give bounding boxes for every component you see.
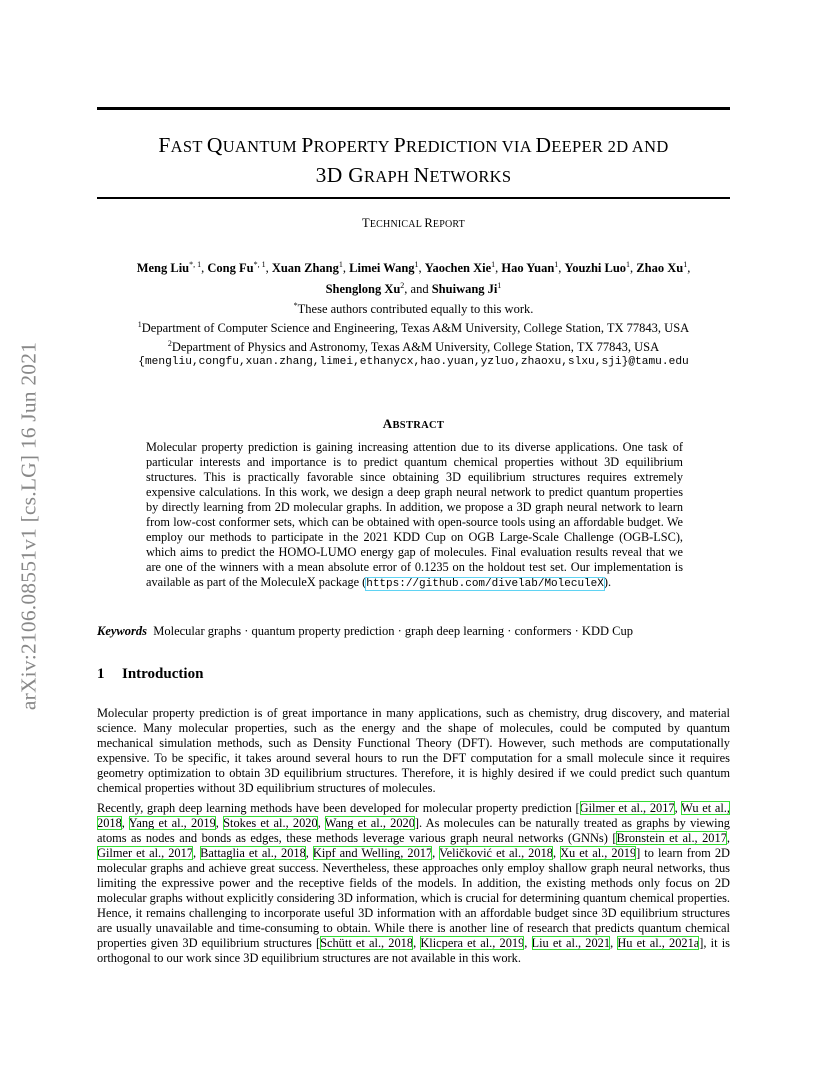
author-name: Youzhi Luo: [564, 261, 627, 276]
keywords: [97, 624, 730, 639]
citation-link[interactable]: Hu et al., 2021a: [617, 936, 700, 950]
citation-link[interactable]: Yang et al., 2019: [128, 816, 216, 830]
title-line-2: 3D GRAPH NETWORKS: [315, 163, 512, 187]
citation-link[interactable]: Klicpera et al., 2019: [420, 936, 525, 950]
citation-link[interactable]: Battaglia et al., 2018: [200, 846, 306, 860]
section-number: 1: [97, 666, 105, 682]
author-name: Xuan Zhang: [271, 261, 339, 276]
citation-link[interactable]: Veličković et al., 2018: [439, 846, 553, 860]
paper-title: [97, 131, 730, 191]
author-emails: {mengliu,congfu,xuan.zhang,limei,ethanycx,hao.yuan,yzluo,zhaoxu,slxu,sji}@tamu.edu: [138, 356, 689, 369]
citation-link[interactable]: Liu et al., 2021: [531, 936, 611, 950]
abstract-heading: ABSTRACT: [382, 416, 445, 431]
author-line-2: Shenglong Xu$^2$, and Shuiwang Ji$^1$: [325, 281, 502, 297]
citation-link[interactable]: Xu et al., 2019: [560, 846, 637, 860]
citation-link[interactable]: Wu et al., 2018: [97, 801, 730, 830]
author-name: Shenglong Xu: [325, 282, 401, 297]
title-rule-top: [97, 107, 730, 110]
author-list: [100, 256, 727, 298]
author-name: Yaochen Xie: [424, 261, 492, 276]
arxiv-stamp: arXiv:2106.08551v1 [cs.LG] 16 Jun 2021: [16, 341, 41, 711]
affiliations: [97, 298, 730, 370]
report-type: TECHNICAL REPORT: [362, 216, 465, 230]
paragraph: Molecular property prediction is of great importance in many applications, such as chemistry, drug discovery, and material science. Many molecular properties, such as the energy and the shape of molecules, could be computed by quantum mechanical simulation methods, such as Density Functional Theory (DFT). However, such methods are computationally expensive. To be specific, it takes around several hours to run the DFT computation for a small molecule since it requires geometry optimization to obtain 3D equilibrium structures. Therefore, it is highly desired if we could predict such quantum chemical properties without 3D equilibrium structures of molecules.: [97, 706, 730, 795]
author-line-1: Meng Liu$^{*, 1}$, Cong $Fu^{*, 1}$, Xuan Zhang$^1$, Limei Wang$^1$, Yaochen Xie$^1$, Hao Yuan$^1$, Youzhi Luo$^1$, Zhao Xu$^1$,: [136, 260, 691, 276]
author-name: Hao Yuan: [501, 261, 555, 276]
section-title: Introduction: [122, 666, 204, 682]
citation-link[interactable]: Gilmer et al., 2017: [97, 846, 194, 860]
section-heading: [97, 666, 203, 683]
title-rule-bottom: [97, 197, 730, 199]
title-line-1: FAST QUANTUM PROPERTY PREDICTION VIA DEEPER 2D AND: [158, 133, 669, 157]
author-name: Zhao Xu: [636, 261, 684, 276]
author-name: Cong Fu: [207, 261, 254, 276]
keywords-label: Keywords: [97, 624, 147, 638]
author-name: Limei Wang: [349, 261, 415, 276]
citation-link[interactable]: Kipf and Welling, 2017: [312, 846, 433, 860]
citation-link[interactable]: Bronstein et al., 2017: [616, 831, 727, 845]
citation-link[interactable]: Gilmer et al., 2017: [579, 801, 675, 815]
affiliation-1: $^1$Department of Computer Science and Engineering, Texas A&M University, College Station, TX 77843, USA: [137, 320, 690, 336]
equal-contribution-note: *These authors contributed equally to this work.: [293, 301, 534, 317]
citation-link[interactable]: Stokes et al., 2020: [223, 816, 318, 830]
affiliation-2: $^2$Department of Physics and Astronomy, Texas A&M University, College Station, TX 77843, USA: [167, 339, 660, 355]
author-name: Shuiwang Ji: [431, 282, 498, 297]
repository-link[interactable]: https://github.com/divelab/MoleculeX: [366, 578, 604, 590]
paragraph: Recently, graph deep learning methods have been developed for molecular property prediction [Gilmer et al., 2017, Wu et al., 2018, Yang et al., 2019, Stokes et al., 2020, Wang et al., 2020]. As molecules can be naturally treated as graphs by viewing atoms as nodes and bonds as edges, these methods leverage various graph neural networks (GNNs) [Bronstein et al., 2017, Gilmer et al., 2017, Battaglia et al., 2018, Kipf and Welling, 2017, Veličković et al., 2018, Xu et al., 2019] to learn from 2D molecular graphs and achieve great success. Nevertheless, these approaches only employ shallow graph neural networks, thus limiting the expressive power and the receptive fields of the models. In addition, the existing methods only focus on 2D molecular graphs without explicitly considering 3D information, which is crucial for determining quantum chemical properties. Hence, it remains challenging to incorporate useful 3D information with an affordable budget since 3D equilibrium structures are usually unavailable and time-consuming to obtain. While there is another line of research that predicts quantum chemical properties given 3D equilibrium structures [Schütt et al., 2018, Klicpera et al., 2019, Liu et al., 2021, Hu et al., 2021a], it is orthogonal to our work since 3D equilibrium structures are not available in this work.: [97, 801, 731, 965]
author-name: Meng Liu: [136, 261, 190, 276]
keywords-list: Molecular graphs · quantum property prediction · graph deep learning · conformers · KDD Cup: [153, 624, 633, 638]
citation-link[interactable]: Schütt et al., 2018: [320, 936, 414, 950]
citation-link[interactable]: Wang et al., 2020: [324, 816, 415, 830]
abstract-body: Molecular property prediction is gaining increasing attention due to its diverse applications. One task of particular interests and importance is to predict quantum chemical properties without 3D equilibrium structures. This is practically favorable since obtaining 3D equilibrium structures requires extremely expensive calculations. In this work, we design a deep graph neural network to predict quantum properties by directly learning from 2D molecular graphs. In addition, we propose a 3D graph neural network to learn from low-cost conformer sets, which can be obtained with open-source tools using an affordable budget. We employ our methods to participate in the 2021 KDD Cup on OGB Large-Scale Challenge (OGB-LSC), which aims to predict the HOMO-LUMO energy gap of molecules. Final evaluation results reveal that we are one of the winners with a mean absolute error of 0.1235 on the holdout test set. Our implementation is available as part of the MoleculeX package (https://github.com/divelab/MoleculeX).: [146, 440, 683, 590]
